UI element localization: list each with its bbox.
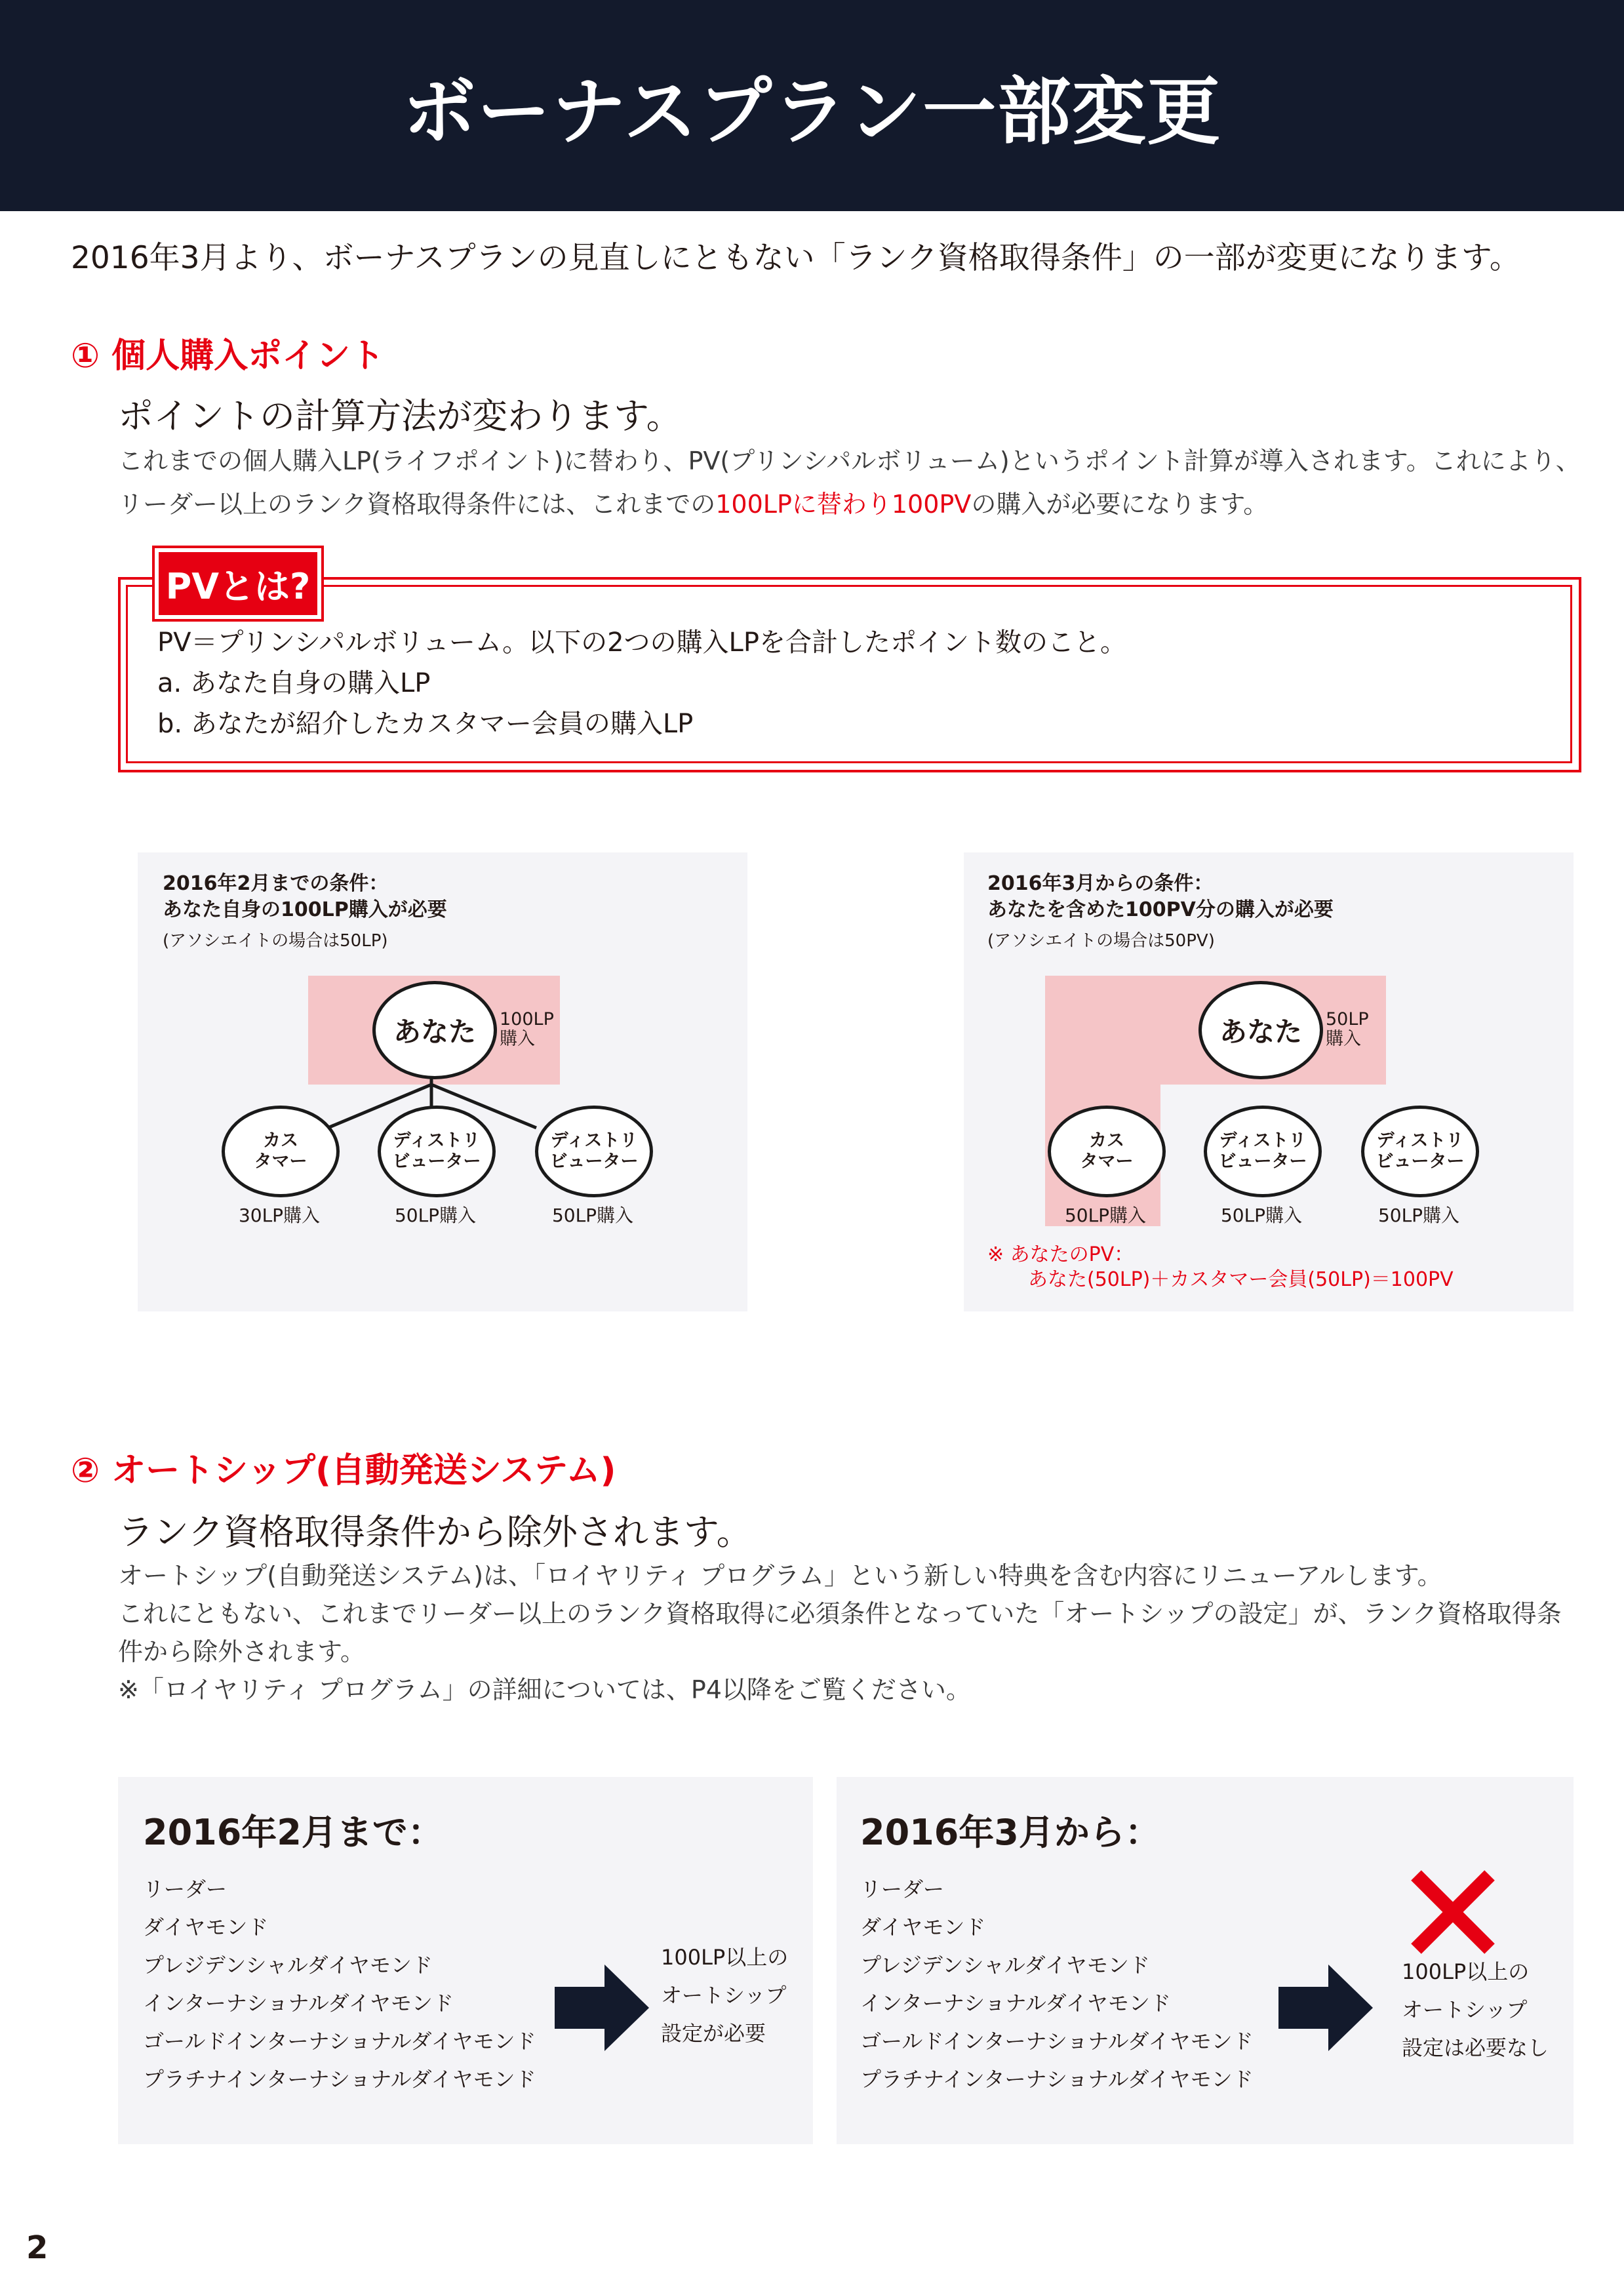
section1-line2-highlight: 100LPに替わり100PV: [715, 490, 972, 519]
section2-line4: ※「ロイヤリティ プログラム」の詳細については、P4以降をご覧ください。: [118, 1675, 971, 1704]
rank-item: ゴールドインターナショナルダイヤモンド: [143, 2029, 536, 2054]
before-you-node: あなた: [372, 981, 497, 1079]
diagram-after-title1: 2016年3月からの条件：: [987, 872, 1214, 895]
before-node-customer: カス タマー: [222, 1106, 340, 1197]
after-rank-list: [860, 1870, 1254, 2098]
after-condition-line1: 100LP以上の: [1402, 1959, 1530, 1984]
after-you-node: あなた: [1198, 981, 1323, 1079]
before-condition-line1: 100LP以上の: [661, 1945, 789, 1970]
section2-line3: 件から除外されます。: [118, 1637, 365, 1666]
before-condition-line2: オートシップ: [661, 1983, 787, 2008]
before-node-distributor-2: ディストリ ビューター: [535, 1106, 653, 1197]
rank-item: プレジデンシャルダイヤモンド: [860, 1953, 1150, 1978]
after-node-customer: カス タマー: [1048, 1106, 1166, 1197]
rank-item: プラチナインターナショナルダイヤモンド: [860, 2067, 1254, 2092]
rank-item: リーダー: [143, 1877, 228, 1902]
before-node-distributor-1: ディストリ ビューター: [378, 1106, 496, 1197]
after-condition: [1402, 1953, 1549, 2067]
rank-item: リーダー: [860, 1877, 945, 1902]
before-rank-list: [143, 1870, 536, 2098]
before-condition: [661, 1938, 788, 2052]
rank-item: ダイヤモンド: [860, 1915, 986, 1940]
after-pv-note-label: ※ あなたのPV：: [987, 1243, 1134, 1266]
after-purchase-customer: 50LP購入: [1064, 1205, 1147, 1226]
page-title: ボーナスプラン一部変更: [402, 69, 1222, 155]
after-pv-note-formula: あなた(50LP)＋カスタマー会員(50LP)＝100PV: [1028, 1268, 1454, 1291]
after-condition-line2: オートシップ: [1402, 1997, 1528, 2022]
before-purchase-distributor-2: 50LP購入: [551, 1205, 634, 1226]
rank-item: インターナショナルダイヤモンド: [143, 1991, 454, 2016]
rank-item: ダイヤモンド: [143, 1915, 269, 1940]
before-purchase-customer: 30LP購入: [238, 1205, 321, 1226]
pv-item-b: b. あなたが紹介したカスタマー会員の購入LP: [157, 709, 694, 739]
rank-item: プラチナインターナショナルダイヤモンド: [143, 2067, 536, 2092]
diagram-before-title2: あなた自身の100LP購入が必要: [163, 898, 447, 921]
before-panel-title: 2016年2月まで：: [143, 1812, 443, 1853]
section2-line1: オートシップ(自動発送システム)は、「ロイヤリティ プログラム」という新しい特典を含む内容にリニューアルします。: [118, 1561, 1442, 1590]
after-node-distributor-2: ディストリ ビューター: [1361, 1106, 1479, 1197]
before-you-purchase: 100LP 購入: [500, 1009, 554, 1049]
section1-line2-a: リーダー以上のランク資格取得条件には、これまでの: [118, 490, 716, 519]
after-purchase-distributor-2: 50LP購入: [1377, 1205, 1460, 1226]
arrow-right-icon: [555, 1965, 649, 2051]
before-condition-line3: 設定が必要: [661, 2021, 766, 2046]
section2-heading: ② オートシップ(自動発送システム): [71, 1451, 616, 1490]
rank-item: プレジデンシャルダイヤモンド: [143, 1953, 433, 1978]
after-purchase-distributor-1: 50LP購入: [1220, 1205, 1303, 1226]
rank-item: インターナショナルダイヤモンド: [860, 1991, 1171, 2016]
diagram-after-title2: あなたを含めた100PV分の購入が必要: [987, 898, 1334, 921]
section2-subheading: ランク資格取得条件から除外されます。: [118, 1511, 752, 1553]
cross-mark-icon: [1407, 1866, 1499, 1958]
rank-item: ゴールドインターナショナルダイヤモンド: [860, 2029, 1254, 2054]
arrow-right-icon: [1278, 1965, 1373, 2051]
before-purchase-distributor-1: 50LP購入: [394, 1205, 477, 1226]
after-node-distributor-1: ディストリ ビューター: [1204, 1106, 1322, 1197]
page-number: 2: [26, 2229, 49, 2266]
section1-heading: ① 個人購入ポイント: [71, 336, 385, 376]
diagram-before-note: (アソシエイトの場合は50LP): [163, 931, 388, 951]
section1-subheading: ポイントの計算方法が変わります。: [118, 395, 682, 437]
after-you-purchase: 50LP 購入: [1326, 1009, 1369, 1049]
pv-definition: PV＝プリンシパルボリューム。以下の2つの購入LPを合計したポイント数のこと。: [157, 628, 1126, 658]
after-condition-line3: 設定は必要なし: [1402, 2035, 1549, 2060]
pv-label: PVとは?: [155, 548, 321, 619]
section2-line2: これにともない、これまでリーダー以上のランク資格取得に必須条件となっていた「オートシップの設定」が、ランク資格取得条: [118, 1599, 1562, 1628]
intro-text: 2016年3月より、ボーナスプランの見直しにともない「ランク資格取得条件」の一部が変更になります。: [71, 240, 1520, 276]
pv-item-a: a. あなた自身の購入LP: [157, 668, 431, 698]
section1-line2-b: の購入が必要になります。: [971, 490, 1269, 519]
after-panel-title: 2016年3月から：: [860, 1812, 1160, 1853]
section1-line1: これまでの個人購入LP(ライフポイント)に替わり、PV(プリンシパルボリューム)というポイント計算が導入されます。これにより、: [118, 447, 1581, 475]
diagram-before-title1: 2016年2月までの条件：: [163, 872, 389, 895]
diagram-after-note: (アソシエイトの場合は50PV): [987, 931, 1215, 951]
